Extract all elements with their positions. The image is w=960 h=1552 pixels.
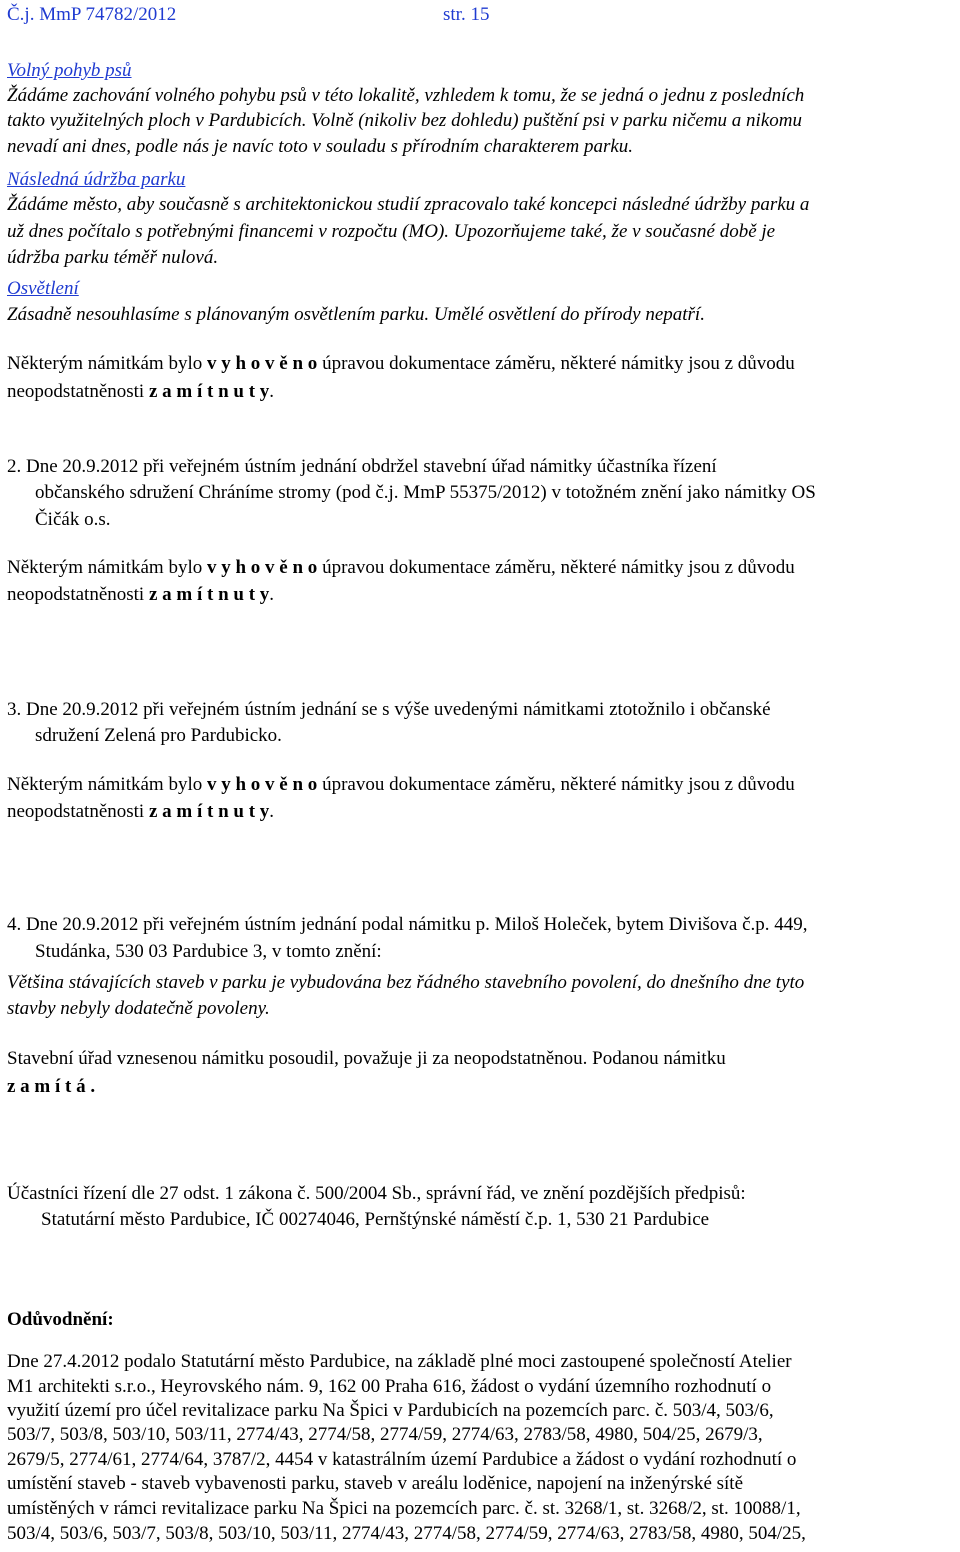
participants-heading: Účastníci řízení dle 27 odst. 1 zákona č. 500/2004 Sb., správní řád, ve znění pozdějších předpisů:	[7, 1183, 746, 1204]
text-line: nevadí ani dnes, podle nás je navíc toto v souladu s přírodním charakterem parku.	[7, 136, 634, 157]
verdict-line: Některým námitkám bylo v y h o v ě n o úpravou dokumentace záměru, některé námitky jsou z důvodu	[7, 774, 795, 795]
text-line: údržba parku téměř nulová.	[7, 247, 219, 268]
verdict-upheld: v y h o v ě n o	[206, 557, 318, 578]
reasoning-line: 2679/5, 2774/61, 2774/64, 3787/2, 4454 v katastrálním území Pardubice a žádost o vydání rozhodnutí o	[7, 1449, 797, 1470]
text-line: Stavební úřad vznesenou námitku posoudil, považuje ji za neopodstatněnou. Podanou námitku	[7, 1048, 726, 1069]
heading-maintenance: Následná údržba parku	[7, 169, 186, 190]
text-line: takto využitelných ploch v Pardubicích. Volně (nikoliv bez dohledu) puštění psi v parku ničemu a nikomu	[7, 110, 802, 131]
text-line: Studánka, 530 03 Pardubice 3, v tomto znění:	[35, 941, 382, 962]
reasoning-line: umístění staveb - staveb vybavenosti parku, staveb v areálu loděnice, napojení na inženýrské sítě	[7, 1473, 744, 1494]
text-line: Zásadně nesouhlasíme s plánovaným osvětlením parku. Umělé osvětlení do přírody nepatří.	[7, 304, 705, 325]
reasoning-line: 503/7, 503/8, 503/10, 503/11, 2774/43, 2774/58, 2774/59, 2774/63, 2783/58, 4980, 504/25, 2679/3,	[7, 1424, 763, 1445]
verdict-line: Některým námitkám bylo v y h o v ě n o úpravou dokumentace záměru, některé námitky jsou z důvodu	[7, 353, 795, 374]
participant-entry: Statutární město Pardubice, IČ 00274046, Pernštýnské náměstí č.p. 1, 530 21 Pardubice	[41, 1209, 710, 1230]
reasoning-line: umístěných v rámci revitalizace parku Na Špici na pozemcích parc. č. st. 3268/1, st. 3268/2, st. 10088/1,	[7, 1498, 801, 1519]
numbered-item: 3. Dne 20.9.2012 při veřejném ústním jednání se s výše uvedenými námitkami ztotožnilo i občanské	[7, 699, 771, 720]
verdict-rejected: z a m í t á .	[7, 1076, 96, 1097]
text-line: občanského sdružení Chráníme stromy (pod č.j. MmP 55375/2012) v totožném znění jako námitky OS	[35, 482, 816, 503]
verdict-upheld: v y h o v ě n o	[206, 353, 318, 374]
reasoning-line: 503/4, 503/6, 503/7, 503/8, 503/10, 503/11, 2774/43, 2774/58, 2774/59, 2774/63, 2783/58, 4980, 504/25,	[7, 1523, 806, 1544]
document-reference: Č.j. MmP 74782/2012	[7, 4, 177, 25]
verdict-rejected: z a m í t n u t y	[148, 381, 270, 402]
text-line: Žádáme město, aby současně s architektonickou studií zpracovalo také koncepci následné údržby parku a	[7, 194, 810, 215]
text-line: stavby nebyly dodatečně povoleny.	[7, 998, 270, 1019]
numbered-item: 2. Dne 20.9.2012 při veřejném ústním jednání obdržel stavební úřad námitky účastníka řízení	[7, 456, 717, 477]
verdict-line: neopodstatněnosti z a m í t n u t y.	[7, 801, 275, 822]
text-line: Většina stávajících staveb v parku je vybudována bez řádného stavebního povolení, do dnešního dne tyto	[7, 972, 805, 993]
heading-reasoning: Odůvodnění:	[7, 1309, 114, 1330]
reasoning-line: Dne 27.4.2012 podalo Statutární město Pardubice, na základě plné moci zastoupené společností Atelier	[7, 1351, 792, 1372]
reasoning-line: M1 architekti s.r.o., Heyrovského nám. 9, 162 00 Praha 616, žádost o vydání územního rozhodnutí o	[7, 1376, 772, 1397]
text-line: sdružení Zelená pro Pardubicko.	[35, 725, 282, 746]
page-number: str. 15	[443, 4, 490, 25]
verdict-line: Některým námitkám bylo v y h o v ě n o úpravou dokumentace záměru, některé námitky jsou z důvodu	[7, 557, 795, 578]
verdict-upheld: v y h o v ě n o	[206, 774, 318, 795]
verdict-line: neopodstatněnosti z a m í t n u t y.	[7, 381, 275, 402]
heading-dog-movement: Volný pohyb psů	[7, 60, 132, 81]
text-line: už dnes počítalo s potřebnými financemi v rozpočtu (MO). Upozorňujeme také, že v současné době je	[7, 221, 776, 242]
text-line: Žádáme zachování volného pohybu psů v této lokalitě, vzhledem k tomu, že se jedná o jednu z posledních	[7, 85, 805, 106]
verdict-line: neopodstatněnosti z a m í t n u t y.	[7, 584, 275, 605]
reasoning-line: využití území pro účel revitalizace parku Na Špici v Pardubicích na pozemcích parc. č. 503/4, 503/6,	[7, 1400, 774, 1421]
verdict-rejected: z a m í t n u t y	[148, 801, 270, 822]
text-line: Čičák o.s.	[35, 509, 111, 530]
verdict-rejected: z a m í t n u t y	[148, 584, 270, 605]
numbered-item: 4. Dne 20.9.2012 při veřejném ústním jednání podal námitku p. Miloš Holeček, bytem Divišova č.p. 449,	[7, 914, 808, 935]
heading-lighting: Osvětlení	[7, 278, 79, 299]
